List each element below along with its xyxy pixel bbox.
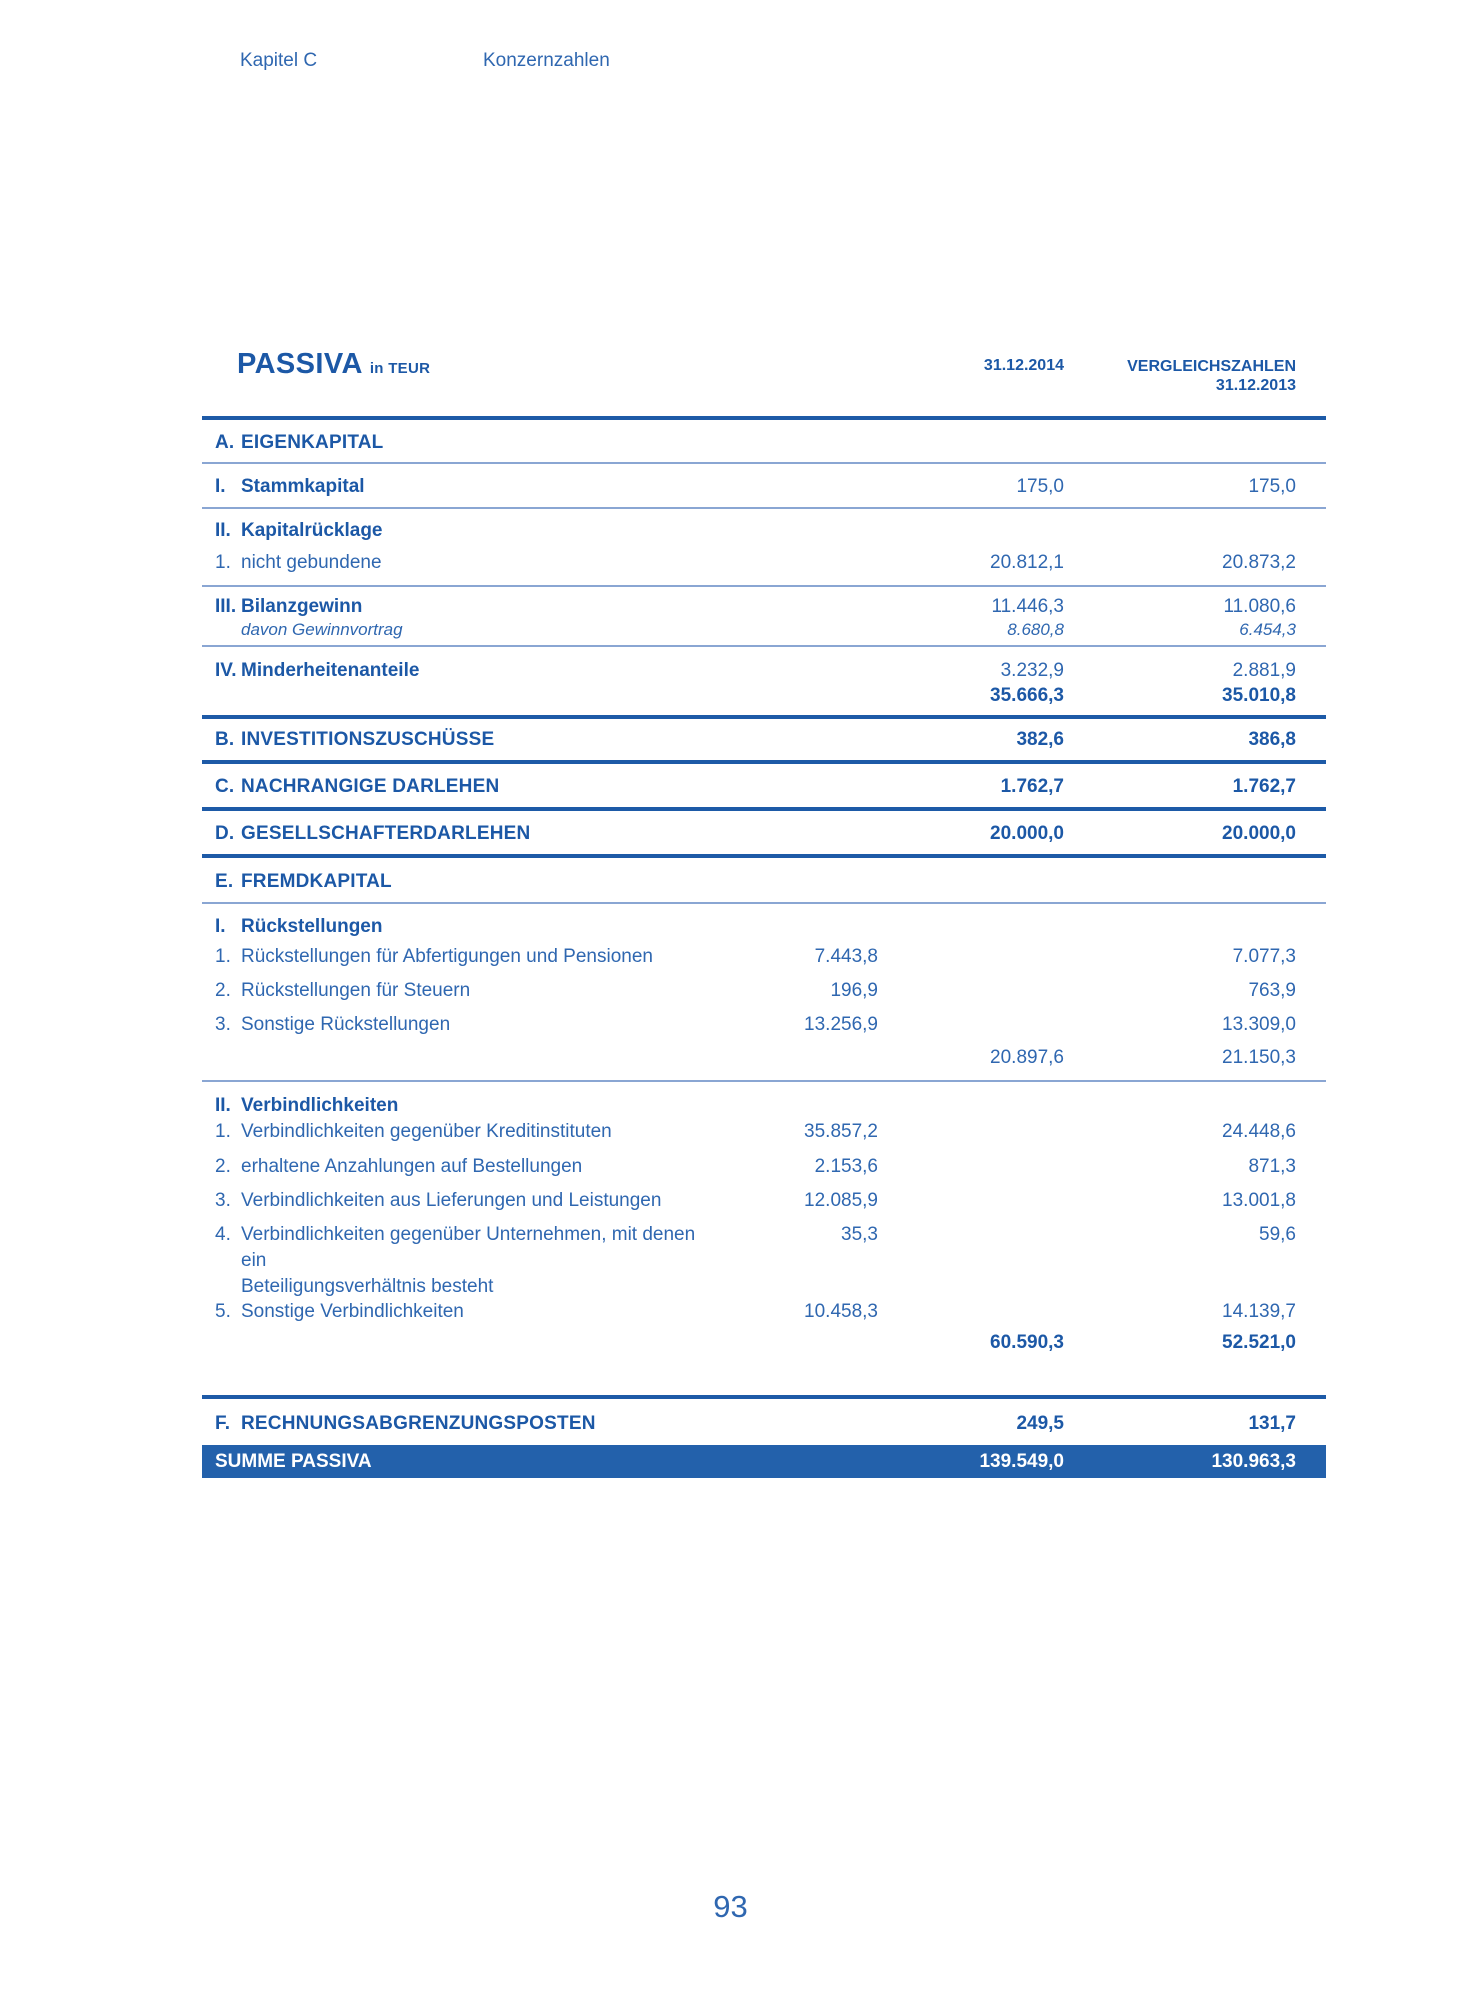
value-2013: 20.000,0: [1222, 823, 1296, 844]
value-2014-detail: [718, 1413, 878, 1434]
right-margin-spacer: [1296, 520, 1326, 541]
row-label-text: Rückstellungen für Abfertigungen und Pensionen: [241, 946, 653, 967]
value-2014-detail: [718, 432, 878, 453]
row-number: [215, 1332, 241, 1353]
row-number: 4.: [215, 1224, 231, 1245]
table-row: [202, 420, 1326, 462]
value-2013: 175,0: [1248, 476, 1296, 497]
value-2014: [878, 1095, 1064, 1116]
table-row: [202, 538, 1326, 585]
right-margin-spacer: [1296, 823, 1326, 844]
row-label-text: Kapitalrücklage: [241, 520, 383, 541]
row-label-text: davon Gewinnvortrag: [241, 620, 403, 639]
value-2014-detail: 13.256,9: [804, 1014, 878, 1035]
row-label-text: Verbindlichkeiten aus Lieferungen und Leistungen: [241, 1190, 662, 1211]
right-margin-spacer: [1296, 1095, 1326, 1116]
row-label: [241, 620, 718, 639]
row-label-text: Rückstellungen für Steuern: [241, 980, 471, 1001]
value-2014: 3.232,9: [1000, 660, 1064, 681]
right-margin-spacer: [1296, 916, 1326, 937]
value-2014-detail: [718, 823, 878, 844]
row-label: [241, 685, 718, 706]
row-number: 5.: [215, 1301, 231, 1322]
page-number: 93: [713, 1889, 748, 1924]
value-2013: 21.150,3: [1222, 1047, 1296, 1068]
row-label: [241, 596, 718, 617]
row-label: [241, 476, 718, 497]
summe-passiva-bar: [202, 1445, 1326, 1478]
page-title-text: PASSIVA: [237, 348, 363, 380]
value-2014: [878, 1188, 1064, 1214]
row-label: [241, 729, 718, 750]
row-label: [241, 823, 718, 844]
value-2013: [1064, 432, 1296, 453]
right-margin-spacer: [1296, 432, 1326, 453]
right-margin-spacer: [1296, 871, 1326, 892]
value-2013: 20.873,2: [1222, 552, 1296, 573]
table-row: [202, 1038, 1326, 1080]
right-margin-spacer: [1296, 476, 1326, 497]
row-label: [241, 1188, 718, 1214]
value-2013: [1064, 871, 1296, 892]
row-label-text: Sonstige Verbindlichkeiten: [241, 1301, 464, 1322]
unit-label: in TEUR: [369, 360, 431, 377]
row-label-text: Sonstige Rückstellungen: [241, 1014, 451, 1035]
row-number: E.: [215, 871, 234, 892]
value-2013: 386,8: [1248, 729, 1296, 750]
right-margin-spacer: [1296, 776, 1326, 797]
row-label: [241, 1299, 718, 1325]
right-margin-spacer: [1296, 550, 1326, 576]
value-2014: 249,5: [1016, 1413, 1064, 1434]
value-2014: 20.897,6: [990, 1047, 1064, 1068]
row-label-text: Bilanzgewinn: [241, 596, 363, 617]
table-row: [202, 509, 1326, 541]
row-label-text: EIGENKAPITAL: [241, 432, 384, 453]
row-label-text: Minderheitenanteile: [241, 660, 420, 681]
row-label: [241, 1332, 718, 1353]
row-number: [215, 620, 241, 639]
chapter-label: Kapitel C: [240, 50, 318, 71]
value-2013: 59,6: [1259, 1224, 1296, 1245]
value-2014: [878, 944, 1064, 970]
row-number: 2.: [215, 980, 231, 1001]
value-2014-detail: [718, 550, 878, 576]
table-row: [202, 1325, 1326, 1395]
value-2014-detail: [718, 871, 878, 892]
value-2013: 1.762,7: [1232, 776, 1296, 797]
value-2014-detail: 10.458,3: [804, 1301, 878, 1322]
table-row: [202, 681, 1326, 715]
value-2014: [878, 520, 1064, 541]
row-label-text-line2: Beteiligungsverhältnis besteht: [241, 1276, 494, 1297]
row-label: [241, 1047, 718, 1068]
value-2014: 139.549,0: [979, 1451, 1064, 1472]
row-label: [241, 871, 718, 892]
value-2014: [878, 1222, 1064, 1300]
section-label: Konzernzahlen: [483, 50, 610, 71]
row-label: [241, 1095, 718, 1116]
value-2014: 60.590,3: [990, 1332, 1064, 1353]
row-label: [241, 978, 718, 1004]
column-header-2013: [202, 357, 1296, 395]
value-2014-detail: [718, 729, 878, 750]
row-label: [241, 1222, 718, 1300]
row-number: [215, 685, 241, 706]
table-row: [202, 1001, 1326, 1038]
value-2014: [878, 1154, 1064, 1180]
table-row: [202, 1297, 1326, 1325]
row-label: [241, 432, 718, 453]
row-number: F.: [215, 1413, 231, 1434]
value-2014: 382,6: [1016, 729, 1064, 750]
right-margin-spacer: [1296, 1047, 1326, 1068]
table-row: [202, 587, 1326, 617]
value-2013: 130.963,3: [1211, 1451, 1296, 1472]
right-margin-spacer: [1296, 1332, 1326, 1353]
row-number: III.: [215, 596, 237, 617]
row-number: II.: [215, 1095, 231, 1116]
row-number: 1.: [215, 1121, 231, 1142]
value-2014: 20.000,0: [990, 823, 1064, 844]
table-header: [202, 348, 1326, 414]
column-header-comparison-date: 31.12.2013: [1215, 377, 1296, 394]
row-label-text: NACHRANGIGE DARLEHEN: [241, 776, 500, 797]
value-2013: 13.001,8: [1222, 1190, 1296, 1211]
right-margin-spacer: [1296, 1413, 1326, 1434]
row-number: C.: [215, 776, 235, 797]
row-label: [241, 1154, 718, 1180]
value-2014-detail: [718, 620, 878, 639]
row-number: II.: [215, 520, 231, 541]
row-label: [241, 1012, 718, 1038]
row-number: I.: [215, 476, 226, 497]
column-header-comparison-label: VERGLEICHSZAHLEN: [1127, 358, 1296, 375]
value-2014-detail: 35.857,2: [804, 1121, 878, 1142]
table-row: [202, 617, 1326, 645]
value-2013: 24.448,6: [1222, 1121, 1296, 1142]
table-row: [202, 967, 1326, 1004]
table-row: [202, 1211, 1326, 1300]
row-label-text: SUMME PASSIVA: [215, 1451, 372, 1472]
value-2013: 11.080,6: [1223, 596, 1296, 617]
row-label-text: RECHNUNGSABGRENZUNGSPOSTEN: [241, 1413, 596, 1434]
value-2014: 1.762,7: [1000, 776, 1064, 797]
value-2013: [1064, 916, 1296, 937]
table-row: [202, 719, 1326, 760]
value-2014-detail: [718, 596, 878, 617]
value-2014-detail: [718, 776, 878, 797]
table-row: [202, 464, 1326, 507]
row-number: I.: [215, 916, 226, 937]
right-margin-spacer: [1296, 596, 1326, 617]
row-number: B.: [215, 729, 235, 750]
value-2014: [878, 1119, 1064, 1145]
table-row: [202, 647, 1326, 681]
value-2014-detail: 7.443,8: [814, 946, 878, 967]
value-2014: [878, 871, 1064, 892]
value-2013: 14.139,7: [1222, 1301, 1296, 1322]
row-number: A.: [215, 432, 235, 453]
right-margin-spacer: [1296, 978, 1326, 1004]
row-label: [241, 944, 718, 970]
table-row: [202, 1177, 1326, 1214]
value-2013: [1064, 520, 1296, 541]
value-2013: 2.881,9: [1232, 660, 1296, 681]
row-number: [215, 1047, 241, 1068]
row-label-text: GESELLSCHAFTERDARLEHEN: [241, 823, 531, 844]
right-margin-spacer: [1296, 685, 1326, 706]
row-label-text: Verbindlichkeiten gegenüber Kreditinstituten: [241, 1121, 612, 1142]
value-2014-detail: 35,3: [841, 1224, 878, 1245]
value-2013: 131,7: [1248, 1413, 1296, 1434]
right-margin-spacer: [1296, 620, 1326, 639]
row-label-text: erhaltene Anzahlungen auf Bestellungen: [241, 1156, 583, 1177]
column-header-2014: 31.12.2014: [983, 357, 1064, 374]
row-label: [241, 776, 718, 797]
row-number: D.: [215, 823, 235, 844]
row-label-text: nicht gebundene: [241, 552, 382, 573]
value-2014-detail: [718, 1332, 878, 1353]
value-2014-detail: [718, 660, 878, 681]
row-number: 2.: [215, 1156, 231, 1177]
value-2014: 11.446,3: [991, 596, 1064, 617]
row-number: 1.: [215, 552, 231, 573]
row-label: [241, 660, 718, 681]
right-margin-spacer: [1296, 1154, 1326, 1180]
table-row: [202, 1113, 1326, 1145]
value-2014: [878, 1012, 1064, 1038]
value-2014: [878, 978, 1064, 1004]
row-number: 3.: [215, 1014, 231, 1035]
value-2013: 6.454,3: [1239, 620, 1296, 639]
value-2014: [878, 1299, 1064, 1325]
right-margin-spacer: [1296, 1119, 1326, 1145]
right-margin-spacer: [1296, 1012, 1326, 1038]
row-label: [241, 916, 718, 937]
value-2013: 871,3: [1248, 1156, 1296, 1177]
value-2014-detail: 196,9: [830, 980, 878, 1001]
row-label-text: Stammkapital: [241, 476, 365, 497]
table-row: [202, 904, 1326, 937]
value-2014-detail: [718, 916, 878, 937]
value-2014: [878, 916, 1064, 937]
value-2014-detail: 2.153,6: [814, 1156, 878, 1177]
row-label-text: INVESTITIONSZUSCHÜSSE: [241, 729, 495, 750]
value-2014: [878, 432, 1064, 453]
table-row: [202, 934, 1326, 970]
row-number: IV.: [215, 660, 237, 681]
value-2014-detail: [718, 520, 878, 541]
value-2014-detail: [718, 1095, 878, 1116]
right-margin-spacer: [1296, 1222, 1326, 1300]
row-number: 1.: [215, 946, 231, 967]
value-2014: 35.666,3: [990, 685, 1064, 706]
value-2013: 7.077,3: [1232, 946, 1296, 967]
row-label: [241, 1413, 718, 1434]
right-margin-spacer: [1296, 944, 1326, 970]
row-label-text: Rückstellungen: [241, 916, 383, 937]
table-row: [202, 1142, 1326, 1180]
value-2014-detail: 12.085,9: [804, 1190, 878, 1211]
value-2014-detail: [718, 476, 878, 497]
value-2013: 763,9: [1248, 980, 1296, 1001]
row-label: [241, 1119, 718, 1145]
row-label-text: Verbindlichkeiten gegenüber Unternehmen, mit denen ein: [241, 1224, 696, 1271]
value-2013: [1064, 1095, 1296, 1116]
value-2013: 13.309,0: [1222, 1014, 1296, 1035]
value-2013: 35.010,8: [1222, 685, 1296, 706]
row-label-text: FREMDKAPITAL: [241, 871, 392, 892]
table-row: [202, 764, 1326, 807]
right-margin-spacer: [1296, 1299, 1326, 1325]
table-row: [202, 811, 1326, 854]
value-2014-detail: [718, 1047, 878, 1068]
right-margin-spacer: [1296, 660, 1326, 681]
table-row: [202, 858, 1326, 902]
value-2014-detail: [718, 685, 878, 706]
value-2014: 175,0: [1016, 476, 1064, 497]
right-margin-spacer: [1296, 1188, 1326, 1214]
row-label-text: Verbindlichkeiten: [241, 1095, 399, 1116]
table-row: [202, 1399, 1326, 1445]
balance-sheet-table: [202, 416, 1326, 1478]
value-2014: 8.680,8: [1007, 620, 1064, 639]
right-margin-spacer: [1296, 729, 1326, 750]
value-2013: 52.521,0: [1222, 1332, 1296, 1353]
row-label: [241, 550, 718, 576]
row-number: 3.: [215, 1190, 231, 1211]
table-row: [202, 1082, 1326, 1116]
row-label: [215, 1451, 718, 1472]
value-2014: 20.812,1: [990, 552, 1064, 573]
row-label: [241, 520, 718, 541]
